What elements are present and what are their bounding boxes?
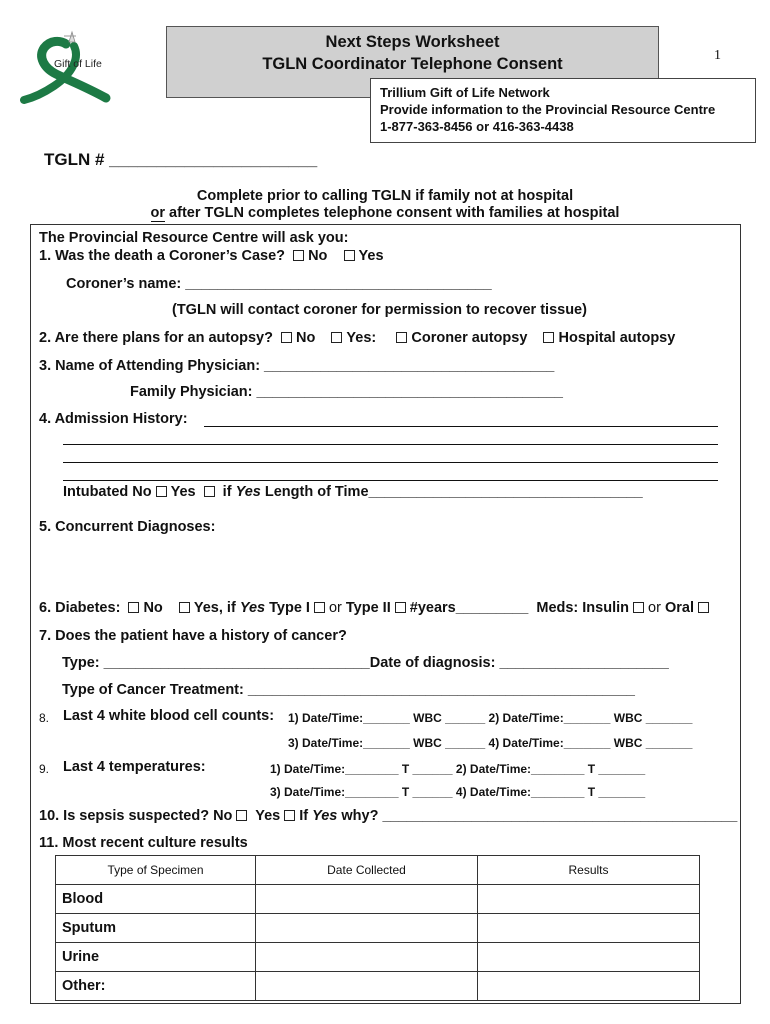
- q2-no-checkbox[interactable]: [281, 332, 292, 343]
- table-row: [56, 943, 700, 972]
- q1-yes-checkbox[interactable]: [344, 250, 355, 261]
- q2-hospital-autopsy-label: Hospital autopsy: [558, 330, 676, 346]
- instructions-line2: [0, 205, 770, 221]
- q2-text: 2. Are there plans for an autopsy?: [39, 330, 273, 346]
- col-header-date: Date Collected: [256, 856, 478, 885]
- specimen-urine: Urine: [56, 943, 256, 972]
- org-info-box: [370, 78, 756, 143]
- org-line2: Provide information to the Provincial Resource Centre: [380, 102, 716, 117]
- culture-results-table: [55, 855, 700, 1001]
- sepsis-yes-checkbox[interactable]: [284, 810, 295, 821]
- blood-results-cell[interactable]: [478, 885, 700, 914]
- years-field[interactable]: #years_________: [409, 600, 529, 616]
- page-subtitle: TGLN Coordinator Telephone Consent: [262, 55, 563, 73]
- org-name: Trillium Gift of Life Network: [380, 85, 550, 100]
- diabetes-yes-if: Yes, if: [193, 600, 236, 616]
- concurrent-diagnoses-label: 5. Concurrent Diagnoses:: [39, 519, 216, 535]
- col-header-results: Results: [478, 856, 700, 885]
- urine-date-cell[interactable]: [256, 943, 478, 972]
- intubated-no-checkbox[interactable]: [156, 486, 167, 497]
- intubated-label: Intubated No: [63, 484, 152, 500]
- type2-label: Type II: [345, 600, 391, 616]
- org-phone: 1-877-363-8456 or 416-363-4438: [380, 119, 574, 134]
- sepsis-if-yes: Yes: [312, 808, 338, 824]
- q9-number: 9.: [39, 762, 50, 776]
- table-row: [56, 972, 700, 1001]
- q2-yes-checkbox[interactable]: [331, 332, 342, 343]
- admission-history-line-4[interactable]: [63, 480, 718, 481]
- coroner-name-field[interactable]: Coroner’s name: ______________________________________: [66, 276, 492, 292]
- sputum-date-cell[interactable]: [256, 914, 478, 943]
- attending-physician-field[interactable]: 3. Name of Attending Physician: ____________________________________: [39, 358, 555, 374]
- intubated-if-yes: Yes: [235, 484, 261, 500]
- specimen-blood: Blood: [56, 885, 256, 914]
- wbc-row-2[interactable]: 3) Date/Time:_______ WBC ______ 4) Date/Time:_______ WBC _______: [288, 736, 693, 750]
- q2-no-label: No: [295, 330, 316, 346]
- sepsis-why-field[interactable]: why? ____________________________________________: [341, 808, 738, 824]
- blood-date-cell[interactable]: [256, 885, 478, 914]
- q10-row: [39, 808, 737, 824]
- q2-yes-label: Yes:: [346, 330, 377, 346]
- table-header-row: [56, 856, 700, 885]
- gift-of-life-logo: [20, 24, 138, 106]
- intro-text: The Provincial Resource Centre will ask you:: [39, 230, 349, 246]
- sepsis-if: If: [299, 808, 309, 824]
- page-number: 1: [714, 48, 721, 63]
- table-row: [56, 914, 700, 943]
- intubated-if: if: [222, 484, 232, 500]
- q2-hospital-autopsy-checkbox[interactable]: [543, 332, 554, 343]
- tgln-number-field[interactable]: TGLN # ______________________: [44, 150, 318, 169]
- q2-row: [39, 330, 675, 346]
- oral-label: Oral: [664, 600, 694, 616]
- q6-row: [39, 600, 713, 616]
- instructions-line2-text: after TGLN completes telephone consent with families at hospital: [165, 205, 620, 221]
- q1-row: [39, 248, 384, 264]
- col-header-specimen: Type of Specimen: [56, 856, 256, 885]
- family-physician-field[interactable]: Family Physician: ______________________________________: [130, 384, 563, 400]
- diabetes-no-label: No: [143, 600, 163, 616]
- instructions-or: or: [150, 205, 166, 221]
- page-title: Next Steps Worksheet: [325, 33, 500, 51]
- cancer-type-field[interactable]: Type: _________________________________Date of diagnosis: _____________________: [62, 655, 669, 671]
- other-date-cell[interactable]: [256, 972, 478, 1001]
- intubated-row: [63, 484, 643, 500]
- temp-row-1[interactable]: 1) Date/Time:________ T ______ 2) Date/Time:________ T _______: [270, 762, 646, 776]
- admission-history-line-3[interactable]: [63, 462, 718, 463]
- specimen-other: Other:: [56, 972, 256, 1001]
- temperatures-label: Last 4 temperatures:: [63, 759, 206, 775]
- table-row: [56, 885, 700, 914]
- admission-history-line-2[interactable]: [63, 444, 718, 445]
- intubated-yes-checkbox[interactable]: [204, 486, 215, 497]
- meds-insulin-label: Meds: Insulin: [536, 600, 630, 616]
- insulin-checkbox[interactable]: [633, 602, 644, 613]
- or-label-1: or: [328, 600, 342, 616]
- sputum-results-cell[interactable]: [478, 914, 700, 943]
- temp-row-2[interactable]: 3) Date/Time:________ T ______ 4) Date/Time:________ T _______: [270, 785, 646, 799]
- q1-note: (TGLN will contact coroner for permission to recover tissue): [172, 302, 587, 318]
- or-label-2: or: [648, 600, 661, 616]
- type1-label: Type I: [269, 600, 310, 616]
- sepsis-label: 10. Is sepsis suspected? No: [39, 808, 233, 824]
- q1-no-checkbox[interactable]: [293, 250, 304, 261]
- type1-checkbox[interactable]: [314, 602, 325, 613]
- urine-results-cell[interactable]: [478, 943, 700, 972]
- wbc-row-1[interactable]: 1) Date/Time:_______ WBC ______ 2) Date/Time:_______ WBC _______: [288, 711, 693, 725]
- q2-coroner-autopsy-checkbox[interactable]: [396, 332, 407, 343]
- intubated-yes-label: Yes: [170, 484, 196, 500]
- sepsis-yes-label: Yes: [255, 808, 281, 824]
- admission-history-line-1[interactable]: [204, 426, 718, 427]
- sepsis-no-checkbox[interactable]: [236, 810, 247, 821]
- diabetes-if-yes: Yes: [239, 600, 266, 616]
- oral-checkbox[interactable]: [698, 602, 709, 613]
- cancer-history-label: 7. Does the patient have a history of cancer?: [39, 628, 347, 644]
- wbc-label: Last 4 white blood cell counts:: [63, 708, 275, 724]
- q1-no-label: No: [308, 248, 328, 264]
- diabetes-no-checkbox[interactable]: [128, 602, 139, 613]
- admission-history-label: 4. Admission History:: [39, 411, 188, 427]
- logo-text: Gift of Life: [54, 58, 102, 70]
- culture-results-label: 11. Most recent culture results: [39, 835, 248, 851]
- type2-checkbox[interactable]: [395, 602, 406, 613]
- q1-yes-label: Yes: [358, 248, 384, 264]
- diabetes-label: 6. Diabetes:: [39, 600, 121, 616]
- specimen-sputum: Sputum: [56, 914, 256, 943]
- length-of-time-field[interactable]: Length of Time__________________________________: [264, 484, 643, 500]
- instructions-line1: Complete prior to calling TGLN if family not at hospital: [196, 188, 574, 204]
- q1-text: 1. Was the death a Coroner’s Case?: [39, 248, 286, 264]
- q8-number: 8.: [39, 711, 50, 725]
- diabetes-yes-checkbox[interactable]: [179, 602, 190, 613]
- cancer-treatment-field[interactable]: Type of Cancer Treatment: ________________________________________________: [62, 682, 635, 698]
- other-results-cell[interactable]: [478, 972, 700, 1001]
- q2-coroner-autopsy-label: Coroner autopsy: [411, 330, 528, 346]
